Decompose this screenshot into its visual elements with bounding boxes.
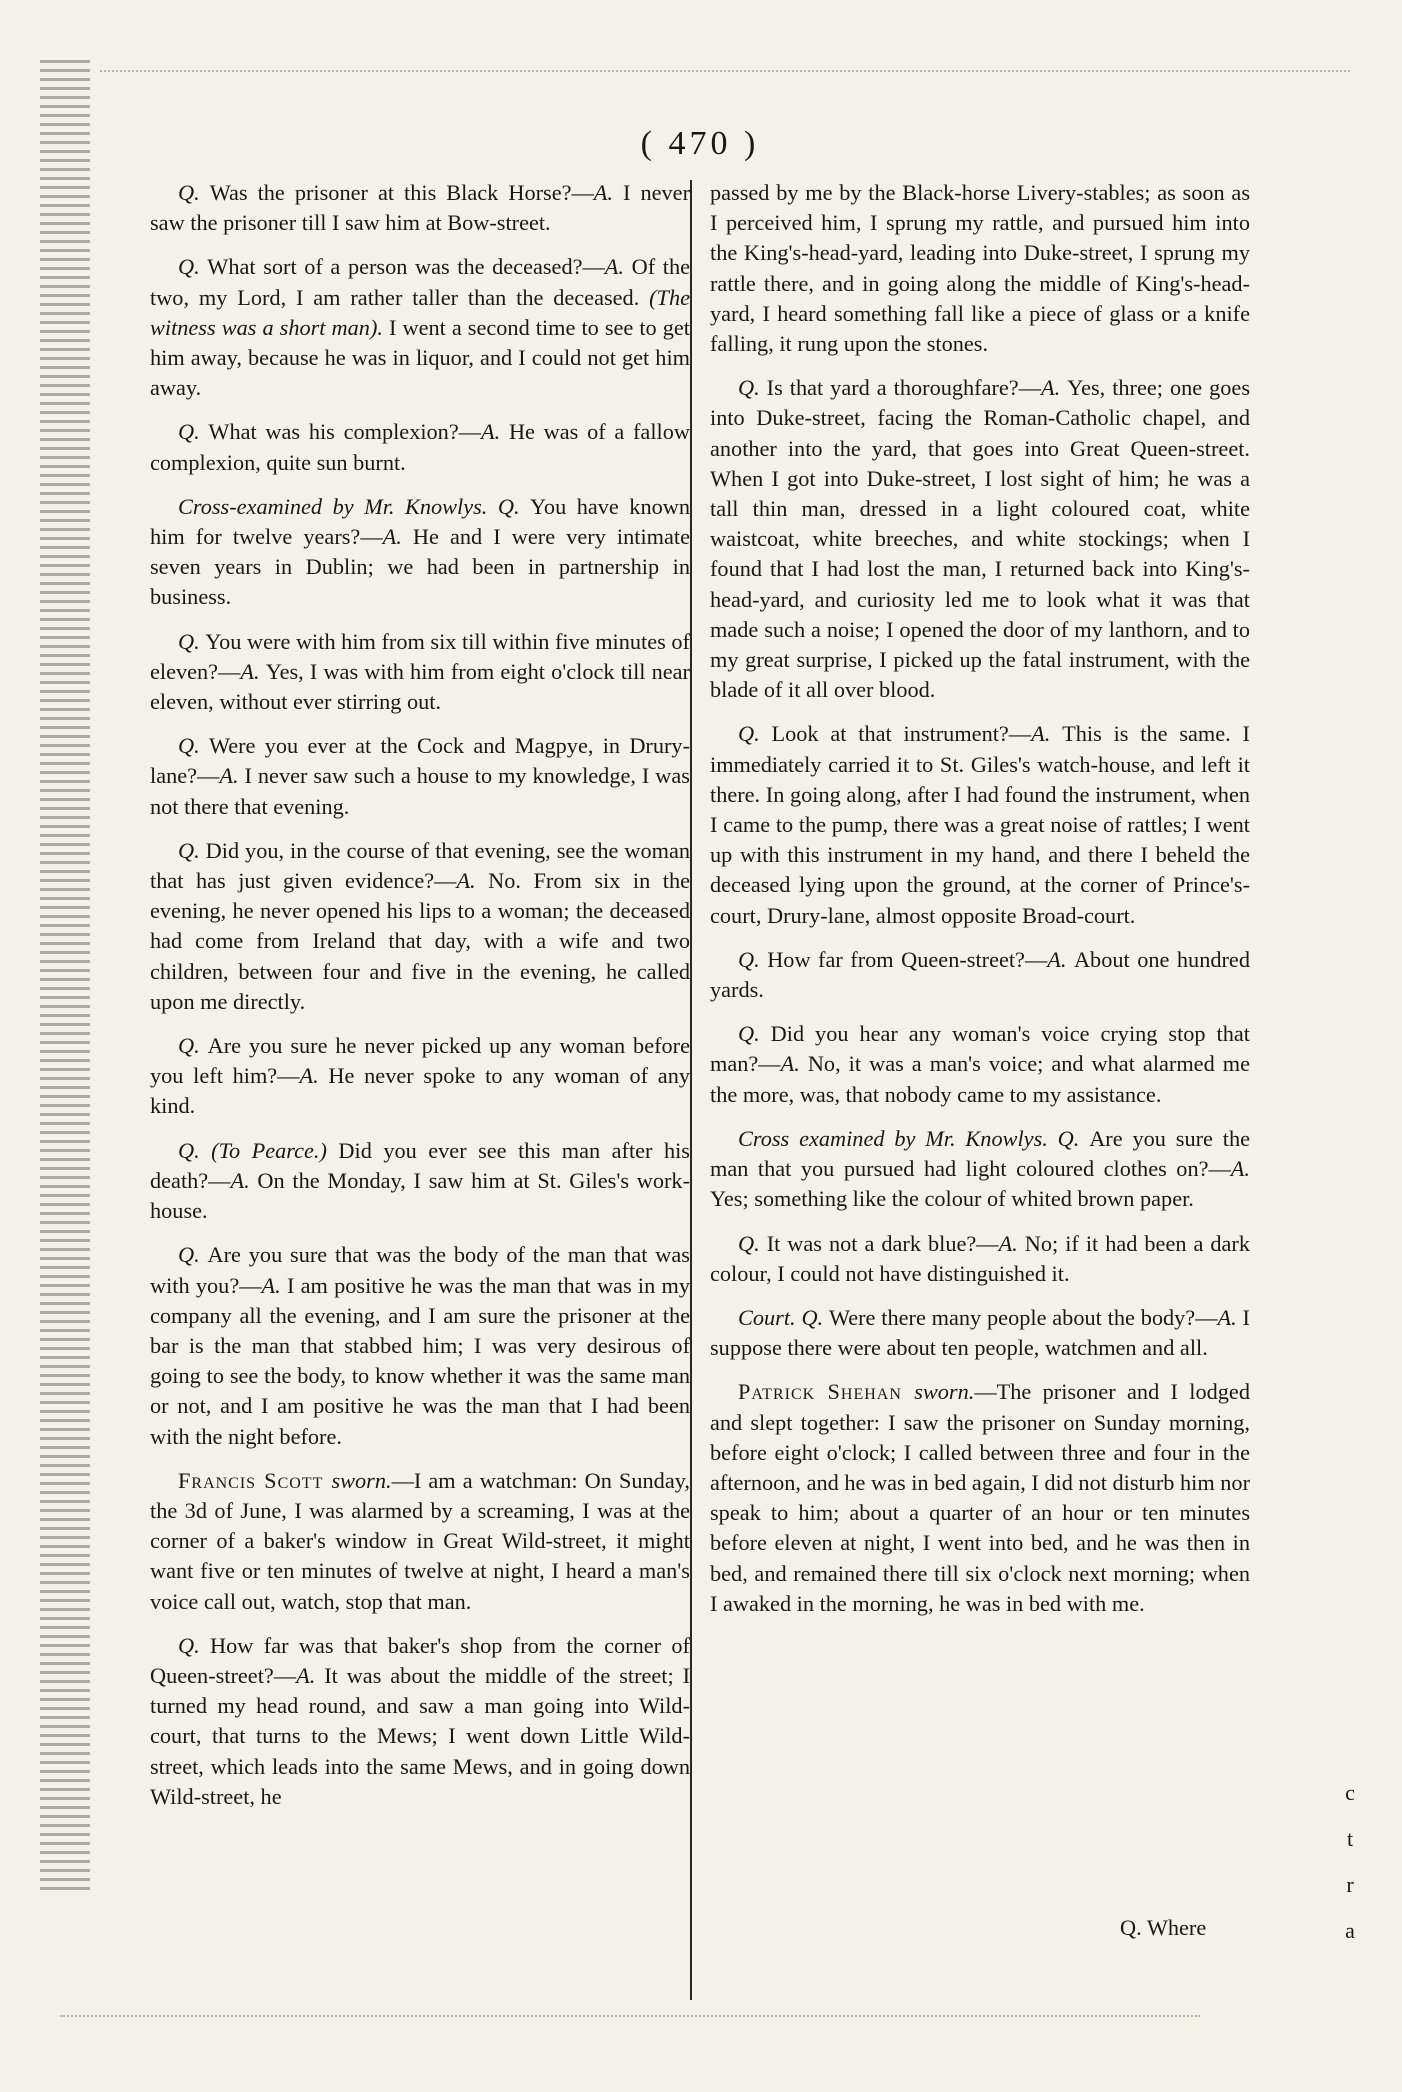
paragraph-text: Are you sure the man that you pursued had light coloured clothes on?—: [710, 1125, 1250, 1182]
left-column: [150, 178, 690, 1826]
right-column: [710, 178, 1250, 1633]
paragraph-text: No, it was a man's voice; and what alarmed me the more, was, that nobody came to my assistance.: [710, 1051, 1250, 1107]
paragraph: [150, 1631, 690, 1812]
speaker-marker: A.: [240, 658, 266, 684]
margin-letter: t: [1346, 1826, 1354, 1851]
speaker-marker: A.: [299, 1063, 329, 1089]
paragraph-text: Were you ever at the Cock and Magpye, in Drury-lane?—: [150, 733, 690, 789]
speaker-marker: A.: [1230, 1156, 1250, 1182]
paragraph-text: What sort of a person was the deceased?—: [207, 254, 605, 280]
paragraph-text: Francis Scott: [178, 1467, 332, 1493]
speaker-marker: Q.: [738, 1230, 767, 1256]
paragraph-text: On the Monday, I saw him at St. Giles's work-house.: [150, 1167, 690, 1224]
paragraph-text: Cross examined by Mr. Knowlys.: [738, 1125, 1058, 1151]
speaker-marker: Q.: [1057, 1125, 1090, 1151]
paragraph: [710, 373, 1250, 705]
speaker-marker: A.: [219, 763, 245, 789]
paragraph-text: Was the prisoner at this Black Horse?—: [209, 180, 594, 205]
paragraph: [150, 1240, 690, 1451]
paragraph-text: Are you sure he never picked up any woman before you left him?—: [150, 1033, 690, 1089]
page-number: ( 470 ): [640, 125, 760, 162]
speaker-marker: A.: [593, 180, 624, 205]
speaker-marker: A.: [296, 1662, 325, 1688]
paragraph-text: He and I were very intimate seven years in Dublin; we had been in partnership in business.: [150, 524, 690, 610]
paragraph: [150, 492, 690, 613]
speaker-marker: A.: [604, 254, 632, 280]
paragraph: [150, 731, 690, 822]
paragraph-text: —I am a watchman: On Sunday, the 3d of June, I was alarmed by a screaming, I was at the corner of a baker's window in Great Wild-street, it might want five or ten minutes of twelve at night, I heard a man's voice call out, watch, stop that man.: [150, 1467, 690, 1614]
paragraph-text: Look at that instrument?—: [771, 721, 1032, 747]
paragraph: [710, 719, 1250, 930]
bottom-edge-rule: [60, 2015, 1200, 2017]
paragraph: [710, 945, 1250, 1005]
speaker-marker: A.: [1031, 721, 1063, 747]
paragraph: [150, 178, 690, 238]
paragraph-text: Of the two, my Lord, I am rather taller than the deceased.: [150, 254, 690, 310]
speaker-marker: Q.: [178, 254, 208, 280]
catchword: Q. Where: [1120, 1915, 1207, 1940]
margin-letters: [1335, 1770, 1365, 1954]
paragraph: [150, 1466, 690, 1617]
paragraph: [710, 1124, 1250, 1215]
paragraph-text: It was not a dark blue?—: [766, 1230, 999, 1256]
paragraph-text: Yes; something like the colour of whited brown paper.: [710, 1186, 1194, 1212]
speaker-marker: Q.: [178, 1242, 208, 1268]
paragraph: [150, 627, 690, 718]
paragraph-text: (The witness was a short man).: [150, 284, 690, 340]
speaker-marker: Q.: [738, 946, 768, 972]
paragraph-text: sworn.: [914, 1379, 975, 1405]
margin-letter: r: [1346, 1872, 1354, 1897]
paragraph: [710, 178, 1250, 359]
paragraph-text: passed by me by the Black-horse Livery-stables; as soon as I perceived him, I sprung my rattle, and pursued him into the King's-head-yard, leading into Duke-street, I sprung my rattle there, and in going along the middle of King's-head-yard, I heard something fall like a piece of glass or a knife falling, it rung upon the stones.: [710, 180, 1250, 357]
speaker-marker: Q.: [178, 628, 206, 654]
paragraph-text: Yes, I was with him from eight o'clock till near eleven, without ever stirring out.: [150, 658, 690, 715]
paragraph-text: He never spoke to any woman of any kind.: [150, 1063, 690, 1119]
paragraph: [710, 1303, 1250, 1363]
paragraph-text: Did you, in the course of that evening, see the woman that has just given evidence?—: [150, 837, 690, 894]
paragraph-text: About one hundred yards.: [710, 946, 1250, 1003]
paragraph-text: How far was that baker's shop from the corner of Queen-street?—: [150, 1632, 690, 1688]
paragraph-text: I went a second time to see to get him away, because he was in liquor, and I could not get him away.: [150, 314, 690, 401]
paragraph-text: I never saw the prisoner till I saw him at Bow-street.: [150, 180, 691, 236]
paragraph-text: I am positive he was the man that was in my company all the evening, and I am sure the prisoner at the bar is the man that stabbed him; I was very desirous of going to see the body, to know whether it was the same man or not, and I am positive he was the man that I had been with the night before.: [150, 1272, 690, 1449]
paragraph-text: Is that yard a thoroughfare?—: [766, 375, 1042, 401]
paragraph-text: Did you hear any woman's voice crying stop that man?—: [710, 1021, 1250, 1077]
column-divider: [690, 180, 692, 2000]
paragraph-text: Patrick Shehan: [738, 1379, 915, 1405]
paragraph-text: This is the same. I immediately carried it to St. Giles's watch-house, and left it there. In going along, after I had found the instrument, when I came to the pump, there was a great noise of rattles; I went up with this instrument in my hand, and there I beheld the deceased lying upon the ground, at the corner of Prince's-court, Drury-lane, almost opposite Broad-court.: [710, 721, 1250, 928]
speaker-marker: Q.: [178, 1137, 212, 1163]
paragraph-text: No. From six in the evening, he never opened his lips to a woman; the deceased had come from Ireland that day, with a wife and two children, between four and five in the evening, he called upon me directly.: [150, 868, 690, 1014]
speaker-marker: Q.: [178, 180, 210, 205]
speaker-marker: A.: [456, 868, 489, 894]
speaker-marker: A.: [1217, 1304, 1243, 1330]
paragraph: [150, 417, 690, 477]
paragraph: [150, 1136, 690, 1227]
paragraph-text: Yes, three; one goes into Duke-street, facing the Roman-Catholic chapel, and another into the yard, that goes into Great Queen-street. When I got into Duke-street, I lost sight of him; he was a tall thin man, dressed in a light coloured coat, white waistcoat, white breeches, and white stockings; when I found that I had lost the man, I returned back into King's-head-yard, and curiosity led me to look what it was that made such a noise; I opened the door of my lanthorn, and to my great surprise, I picked up the fatal instrument, with the blade of it all over blood.: [710, 375, 1250, 703]
paragraph-text: He was of a fallow complexion, quite sun burnt.: [150, 419, 690, 475]
paragraph-text: No; if it had been a dark colour, I could not have distinguished it.: [710, 1230, 1250, 1286]
speaker-marker: Q.: [497, 493, 531, 519]
speaker-marker: Q.: [178, 1033, 208, 1059]
top-edge-rule: [100, 70, 1350, 72]
speaker-marker: A.: [1041, 375, 1068, 401]
speaker-marker: Q.: [738, 721, 772, 747]
paragraph-text: sworn.: [331, 1467, 392, 1493]
speaker-marker: Q.: [738, 375, 767, 401]
speaker-marker: A.: [382, 524, 413, 550]
paragraph: [710, 1229, 1250, 1289]
speaker-marker: A.: [230, 1167, 258, 1193]
paragraph-text: —The prisoner and I lodged and slept together: I saw the prisoner on Sunday morning, before eight o'clock; I called between three and four in the afternoon, and he was in bed again, I did not disturb him nor speak to him; about a quarter of an hour or ten minutes before eleven at night, I went into bed, and he was then in bed, and remained there till six o'clock next morning; when I awaked in the morning, he was in bed with me.: [710, 1379, 1250, 1616]
paragraph: [150, 836, 690, 1017]
paragraph: [150, 1031, 690, 1122]
speaker-marker: Q.: [738, 1021, 771, 1047]
paragraph-text: How far from Queen-street?—: [767, 946, 1048, 972]
speaker-marker: A.: [1047, 946, 1074, 972]
speaker-marker: A.: [998, 1230, 1025, 1256]
speaker-marker: Q.: [178, 837, 206, 863]
speaker-marker: A.: [780, 1051, 808, 1077]
speaker-marker: Q.: [801, 1304, 829, 1330]
margin-letter: a: [1345, 1918, 1355, 1943]
paragraph-text: I suppose there were about ten people, watchmen and all.: [710, 1304, 1250, 1361]
paragraph-text: You have known him for twelve years?—: [150, 493, 690, 550]
paragraph-text: Cross-examined by Mr. Knowlys.: [178, 493, 498, 519]
paragraph: [150, 252, 690, 403]
paragraph-text: What was his complexion?—: [208, 419, 482, 445]
speaker-marker: Q.: [178, 733, 209, 759]
paragraph-text: Were there many people about the body?—: [828, 1304, 1218, 1330]
paragraph: [710, 1377, 1250, 1619]
binding-edge: [40, 60, 90, 1890]
margin-letter: c: [1345, 1780, 1355, 1805]
speaker-marker: A.: [261, 1272, 287, 1298]
paragraph-text: It was about the middle of the street; I turned my head round, and saw a man going into Wild-court, that turns to the Mews; I went down Little Wild-street, which leads into the same Mews, and in going down Wild-street, he: [150, 1662, 690, 1809]
speaker-marker: Q.: [178, 419, 209, 445]
speaker-marker: Q.: [178, 1632, 211, 1658]
paragraph-text: Court.: [738, 1304, 802, 1330]
paragraph-text: You were with him from six till within five minutes of eleven?—: [150, 628, 690, 684]
paragraph-text: (To Pearce.): [211, 1137, 327, 1163]
paragraph-text: Did you ever see this man after his death?—: [150, 1137, 690, 1193]
paragraph-text: I never saw such a house to my knowledge, I was not there that evening.: [150, 763, 690, 819]
paragraph-text: Are you sure that was the body of the man that was with you?—: [150, 1242, 690, 1298]
paragraph: [710, 1019, 1250, 1110]
speaker-marker: A.: [481, 419, 509, 445]
